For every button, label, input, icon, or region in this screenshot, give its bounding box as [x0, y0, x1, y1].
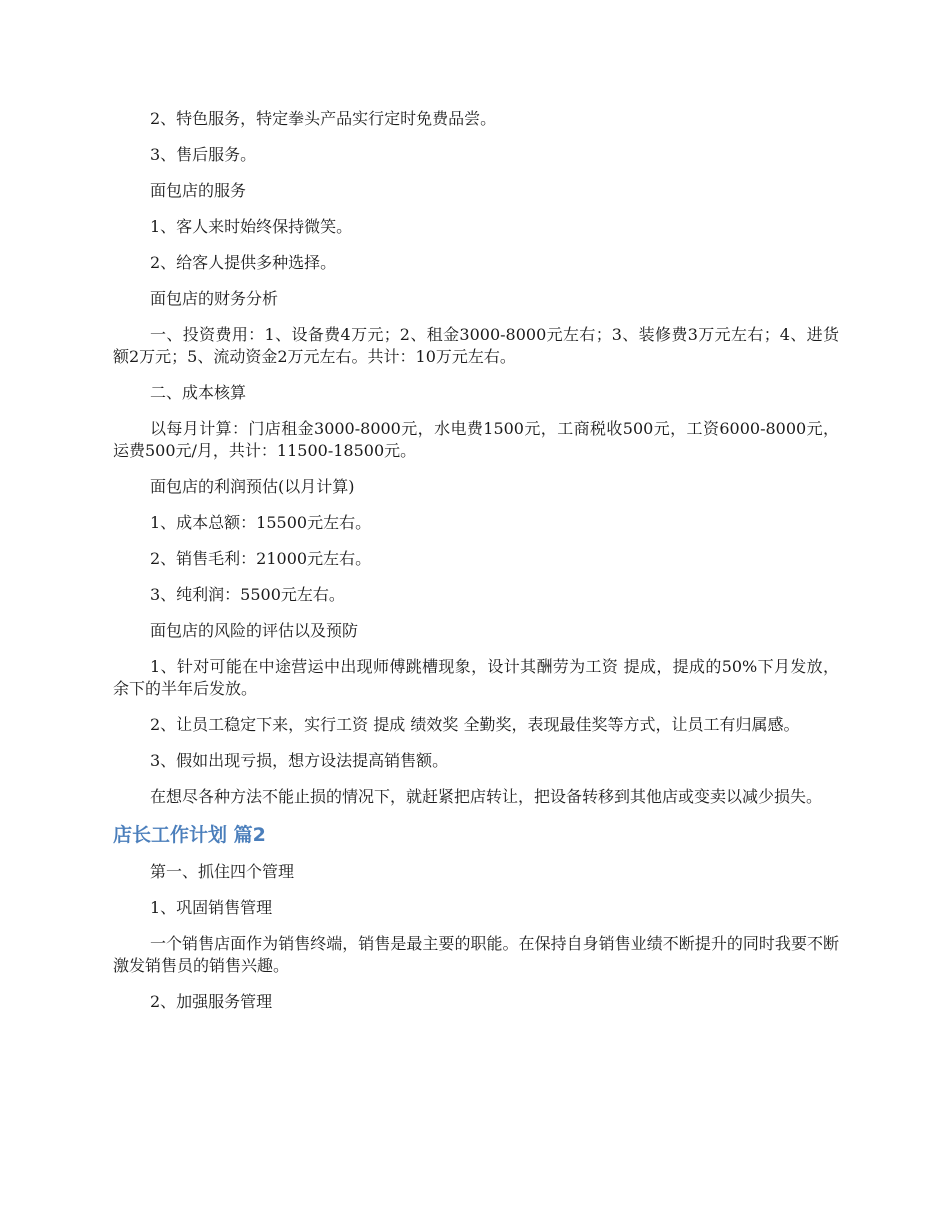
document-page	[113, 108, 839, 1027]
paragraph: 3、假如出现亏损，想方设法提高销售额。	[150, 751, 449, 770]
paragraph: 2、特色服务，特定拳头产品实行定时免费品尝。	[150, 109, 497, 128]
paragraph: 以每月计算：门店租金3000-8000元，水电费1500元，工商税收500元，工资6000-8000元，运费500元/月，共计：11500-18500元。	[113, 419, 839, 460]
paragraph: 2、销售毛利：21000元左右。	[150, 549, 372, 568]
paragraph: 1、针对可能在中途营运中出现师傅跳槽现象，设计其酬劳为工资 提成，提成的50%下月发放，余下的半年后发放。	[113, 657, 839, 698]
paragraph: 3、纯利润：5500元左右。	[150, 585, 345, 604]
paragraph: 一、投资费用：1、设备费4万元；2、租金3000-8000元左右；3、装修费3万元左右；4、进货额2万元；5、流动资金2万元左右。共计：10万元左右。	[113, 325, 839, 366]
paragraph: 1、巩固销售管理	[150, 898, 273, 917]
paragraph: 在想尽各种方法不能止损的情况下，就赶紧把店转让，把设备转移到其他店或变卖以减少损失。	[150, 787, 823, 806]
paragraph: 面包店的财务分析	[150, 289, 279, 308]
paragraph: 3、售后服务。	[150, 145, 257, 164]
paragraph: 2、加强服务管理	[150, 992, 273, 1011]
paragraph: 2、给客人提供多种选择。	[150, 253, 337, 272]
paragraph: 一个销售店面作为销售终端，销售是最主要的职能。在保持自身销售业绩不断提升的同时我要不断激发销售员的销售兴趣。	[113, 934, 839, 975]
paragraph: 面包店的服务	[150, 181, 247, 200]
paragraph: 面包店的风险的评估以及预防	[150, 621, 359, 640]
paragraph: 面包店的利润预估(以月计算)	[150, 477, 355, 496]
paragraph: 二、成本核算	[150, 383, 247, 402]
paragraph: 2、让员工稳定下来，实行工资 提成 绩效奖 全勤奖，表现最佳奖等方式，让员工有归属感。	[150, 715, 800, 734]
paragraph: 第一、抓住四个管理	[150, 862, 295, 881]
paragraph: 1、客人来时始终保持微笑。	[150, 217, 353, 236]
paragraph: 1、成本总额：15500元左右。	[150, 513, 372, 532]
section-heading: 店长工作计划 篇2	[113, 824, 266, 846]
